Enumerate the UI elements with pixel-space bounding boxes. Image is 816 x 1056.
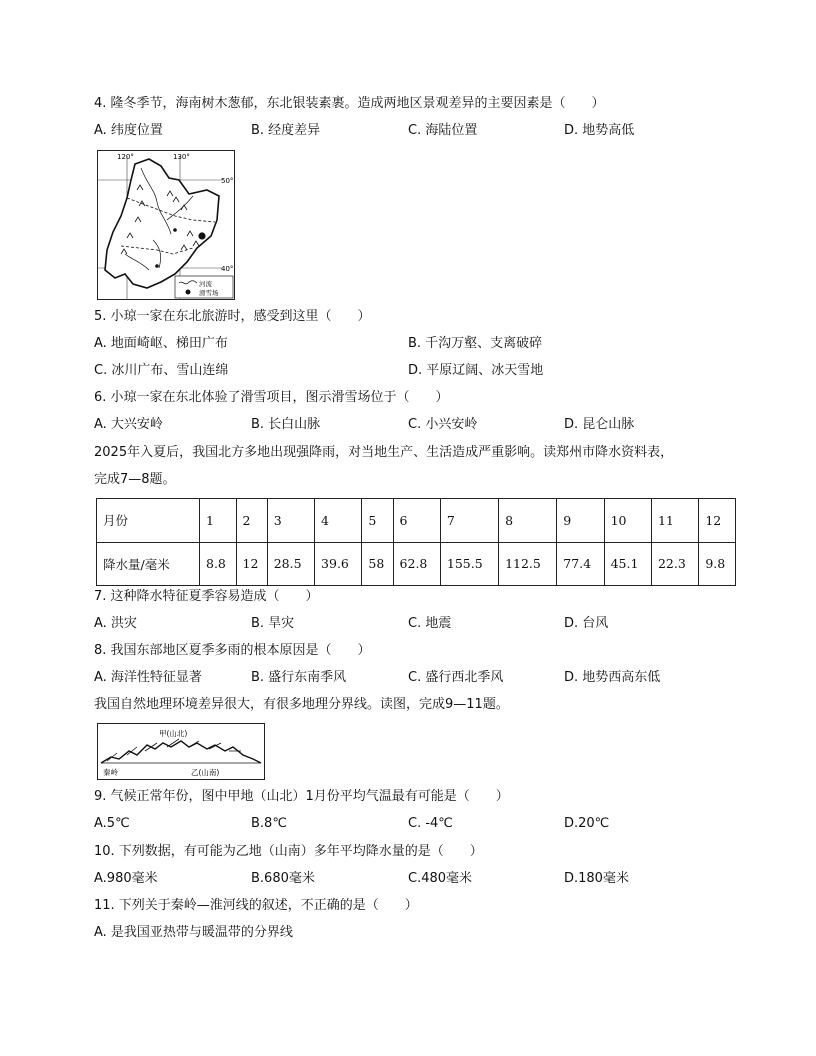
q5-option-a: A. 地面崎岖、梯田广布 bbox=[94, 336, 228, 351]
q5-stem: 5. 小琼一家在东北旅游时，感受到这里（ ） bbox=[94, 309, 371, 324]
q8-option-d: D. 地势西高东低 bbox=[564, 670, 661, 685]
q6-option-d: D. 昆仑山脉 bbox=[564, 417, 635, 432]
table-header-rainfall: 降水量/毫米 bbox=[97, 542, 200, 586]
qinling-mountain-figure bbox=[97, 723, 265, 780]
table-cell: 45.1 bbox=[604, 542, 651, 586]
table-cell: 7 bbox=[440, 499, 498, 543]
q4-option-a: A. 纬度位置 bbox=[94, 123, 163, 138]
lon-130-label: 130° bbox=[173, 153, 190, 161]
q4-stem: 4. 隆冬季节，海南树木葱郁，东北银装素裹。造成两地区景观差异的主要因素是（ ） bbox=[94, 96, 605, 111]
table-header-month: 月份 bbox=[97, 499, 200, 543]
q7-option-b: B. 旱灾 bbox=[251, 616, 295, 631]
table-cell: 8 bbox=[499, 499, 557, 543]
table-cell: 6 bbox=[393, 499, 440, 543]
northeast-china-map bbox=[97, 150, 235, 300]
q11-stem: 11. 下列关于秦岭—淮河线的叙述，不正确的是（ ） bbox=[94, 898, 418, 913]
legend-river-label: 河流 bbox=[199, 280, 212, 288]
table-cell: 9 bbox=[557, 499, 604, 543]
q6-option-b: B. 长白山脉 bbox=[251, 417, 321, 432]
q4-option-d: D. 地势高低 bbox=[564, 123, 635, 138]
ski-resort-marker bbox=[198, 232, 205, 239]
q7-option-d: D. 台风 bbox=[564, 616, 609, 631]
q9-option-d: D.20℃ bbox=[564, 816, 610, 831]
table-cell: 77.4 bbox=[557, 542, 604, 586]
q9-stem: 9. 气候正常年份，图中甲地（山北）1月份平均气温最有可能是（ ） bbox=[94, 789, 509, 804]
q7-option-c: C. 地震 bbox=[408, 616, 452, 631]
legend-ski-label: 滑雪场 bbox=[199, 289, 219, 297]
table-cell: 62.8 bbox=[393, 542, 440, 586]
table-cell: 10 bbox=[604, 499, 651, 543]
intro-7-8-line1: 2025年入夏后，我国北方多地出现强降雨，对当地生产、生活造成严重影响。读郑州市降水资料表， bbox=[94, 445, 674, 460]
q10-option-d: D.180毫米 bbox=[564, 871, 629, 886]
table-cell: 58 bbox=[362, 542, 393, 586]
q11-option-a: A. 是我国亚热带与暖温带的分界线 bbox=[94, 925, 293, 940]
table-cell: 12 bbox=[236, 542, 267, 586]
label-jia: 甲(山北) bbox=[159, 729, 188, 738]
intro-9-11: 我国自然地理环境差异很大，有很多地理分界线。读图，完成9—11题。 bbox=[94, 697, 509, 712]
table-cell: 9.8 bbox=[699, 542, 736, 586]
q10-option-c: C.480毫米 bbox=[408, 871, 473, 886]
q4-option-c: C. 海陆位置 bbox=[408, 123, 478, 138]
q6-stem: 6. 小琼一家在东北体验了滑雪项目，图示滑雪场位于（ ） bbox=[94, 390, 449, 405]
q4-option-b: B. 经度差异 bbox=[251, 123, 321, 138]
q10-option-a: A.980毫米 bbox=[94, 871, 158, 886]
table-cell: 11 bbox=[651, 499, 698, 543]
table-cell: 4 bbox=[315, 499, 362, 543]
intro-7-8-line2: 完成7—8题。 bbox=[94, 472, 176, 487]
q8-option-a: A. 海洋性特征显著 bbox=[94, 670, 202, 685]
q6-option-c: C. 小兴安岭 bbox=[408, 417, 478, 432]
q9-option-c: C. -4℃ bbox=[408, 816, 453, 831]
table-cell: 22.3 bbox=[651, 542, 698, 586]
q8-option-c: C. 盛行西北季风 bbox=[408, 670, 504, 685]
q9-option-a: A.5℃ bbox=[94, 816, 130, 831]
table-cell: 2 bbox=[236, 499, 267, 543]
table-cell: 3 bbox=[267, 499, 314, 543]
q7-stem: 7. 这种降水特征夏季容易造成（ ） bbox=[94, 589, 319, 604]
table-cell: 39.6 bbox=[315, 542, 362, 586]
label-yi: 乙(山南) bbox=[191, 768, 220, 777]
q8-option-b: B. 盛行东南季风 bbox=[251, 670, 347, 685]
q9-option-b: B.8℃ bbox=[251, 816, 287, 831]
q8-stem: 8. 我国东部地区夏季多雨的根本原因是（ ） bbox=[94, 643, 371, 658]
q5-option-b: B. 千沟万壑、支离破碎 bbox=[408, 336, 543, 351]
zhengzhou-rainfall-table bbox=[96, 498, 736, 586]
lon-120-label: 120° bbox=[117, 153, 134, 161]
q5-option-c: C. 冰川广布、雪山连绵 bbox=[94, 363, 229, 378]
q10-stem: 10. 下列数据，有可能为乙地（山南）多年平均降水量的是（ ） bbox=[94, 844, 483, 859]
q10-option-b: B.680毫米 bbox=[251, 871, 315, 886]
table-cell: 8.8 bbox=[200, 542, 237, 586]
table-row-months bbox=[97, 499, 736, 543]
q5-option-d: D. 平原辽阔、冰天雪地 bbox=[408, 363, 544, 378]
lat-40-label: 40° bbox=[221, 265, 234, 273]
q7-option-a: A. 洪灾 bbox=[94, 616, 137, 631]
table-row-rainfall bbox=[97, 542, 736, 586]
q6-option-a: A. 大兴安岭 bbox=[94, 417, 163, 432]
table-cell: 5 bbox=[362, 499, 393, 543]
label-qinling: 秦岭 bbox=[103, 768, 118, 777]
table-cell: 1 bbox=[200, 499, 237, 543]
table-cell: 28.5 bbox=[267, 542, 314, 586]
table-cell: 12 bbox=[699, 499, 736, 543]
lat-50-label: 50° bbox=[221, 177, 234, 185]
table-cell: 112.5 bbox=[499, 542, 557, 586]
table-cell: 155.5 bbox=[440, 542, 498, 586]
